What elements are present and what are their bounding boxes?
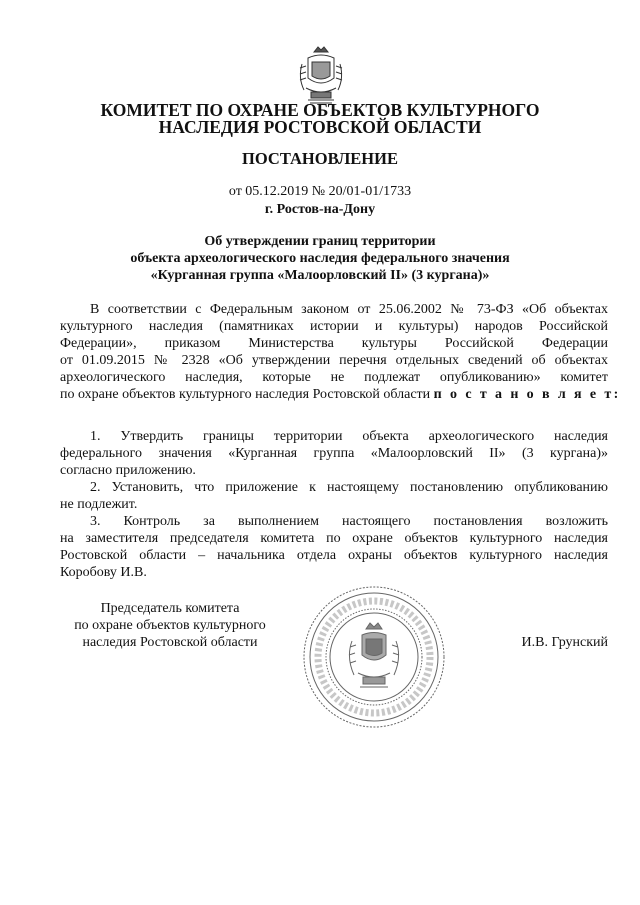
preamble-line: Федерации», приказом Министерства культуры Российской Федерации: [60, 336, 608, 351]
item-line: согласно приложению.: [60, 463, 196, 478]
official-seal-icon: [300, 585, 448, 730]
subject-line2: объекта археологического наследия федерального значения: [130, 251, 510, 266]
subject-line1: Об утверждении границ территории: [204, 234, 436, 249]
item-line: Ростовской области – начальника отдела охраны объектов культурного наследия: [60, 548, 608, 563]
preamble-last-line: [60, 386, 621, 403]
item-3-paragraph: [60, 513, 608, 581]
subject-line3: «Курганная группа «Малоорловский II» (3 кургана)»: [150, 268, 490, 283]
item-line: на заместителя председателя комитета по охране объектов культурного наследия: [60, 531, 608, 546]
coat-of-arms-icon: [296, 44, 346, 106]
signatory-name: И.В. Грунский: [521, 635, 608, 650]
document-type: ПОСТАНОВЛЕНИЕ: [242, 149, 398, 168]
preamble-line: от 01.09.2015 № 2328 «Об утверждении перечня отдельных сведений об объектах: [60, 353, 608, 368]
preamble-line: по охране объектов культурного наследия Ростовской области: [60, 387, 431, 402]
item-line: 3. Контроль за выполнением настоящего постановления возложить: [90, 514, 608, 529]
signatory-title-line: наследия Ростовской области: [82, 635, 258, 650]
signatory-title-line: Председатель комитета: [100, 601, 240, 616]
item-line: 1. Утвердить границы территории объекта археологического наследия: [90, 429, 608, 444]
item-line: федерального значения «Курганная группа «Малоорловский II» (3 кургана)»: [60, 446, 608, 461]
preamble-paragraph: [60, 301, 621, 403]
signatory-title-line: по охране объектов культурного: [74, 618, 266, 633]
signatory-title: [50, 600, 290, 651]
item-2-paragraph: [60, 479, 608, 513]
org-name-line2: НАСЛЕДИЯ РОСТОВСКОЙ ОБЛАСТИ: [158, 117, 482, 137]
document-date-number: от 05.12.2019 № 20/01-01/1733: [228, 184, 412, 199]
item-line: 2. Установить, что приложение к настоящему постановлению опубликованию: [90, 480, 608, 495]
org-name-line1: КОМИТЕТ ПО ОХРАНЕ ОБЪЕКТОВ КУЛЬТУРНОГО: [100, 100, 540, 120]
preamble-line: культурного наследия (памятниках истории и культуры) народов Российской: [60, 319, 608, 334]
preamble-line: В соответствии с Федеральным законом от 25.06.2002 № 73-ФЗ «Об объектах: [90, 302, 608, 317]
item-line: Коробову И.В.: [60, 565, 147, 580]
item-1-paragraph: [60, 428, 608, 479]
document-city: г. Ростов-на-Дону: [264, 202, 376, 217]
item-line: не подлежит.: [60, 497, 138, 512]
preamble-line: археологического наследия, которые не подлежат опубликованию» комитет: [60, 370, 608, 385]
resolves-word: п о с т а н о в л я е т:: [433, 387, 621, 402]
